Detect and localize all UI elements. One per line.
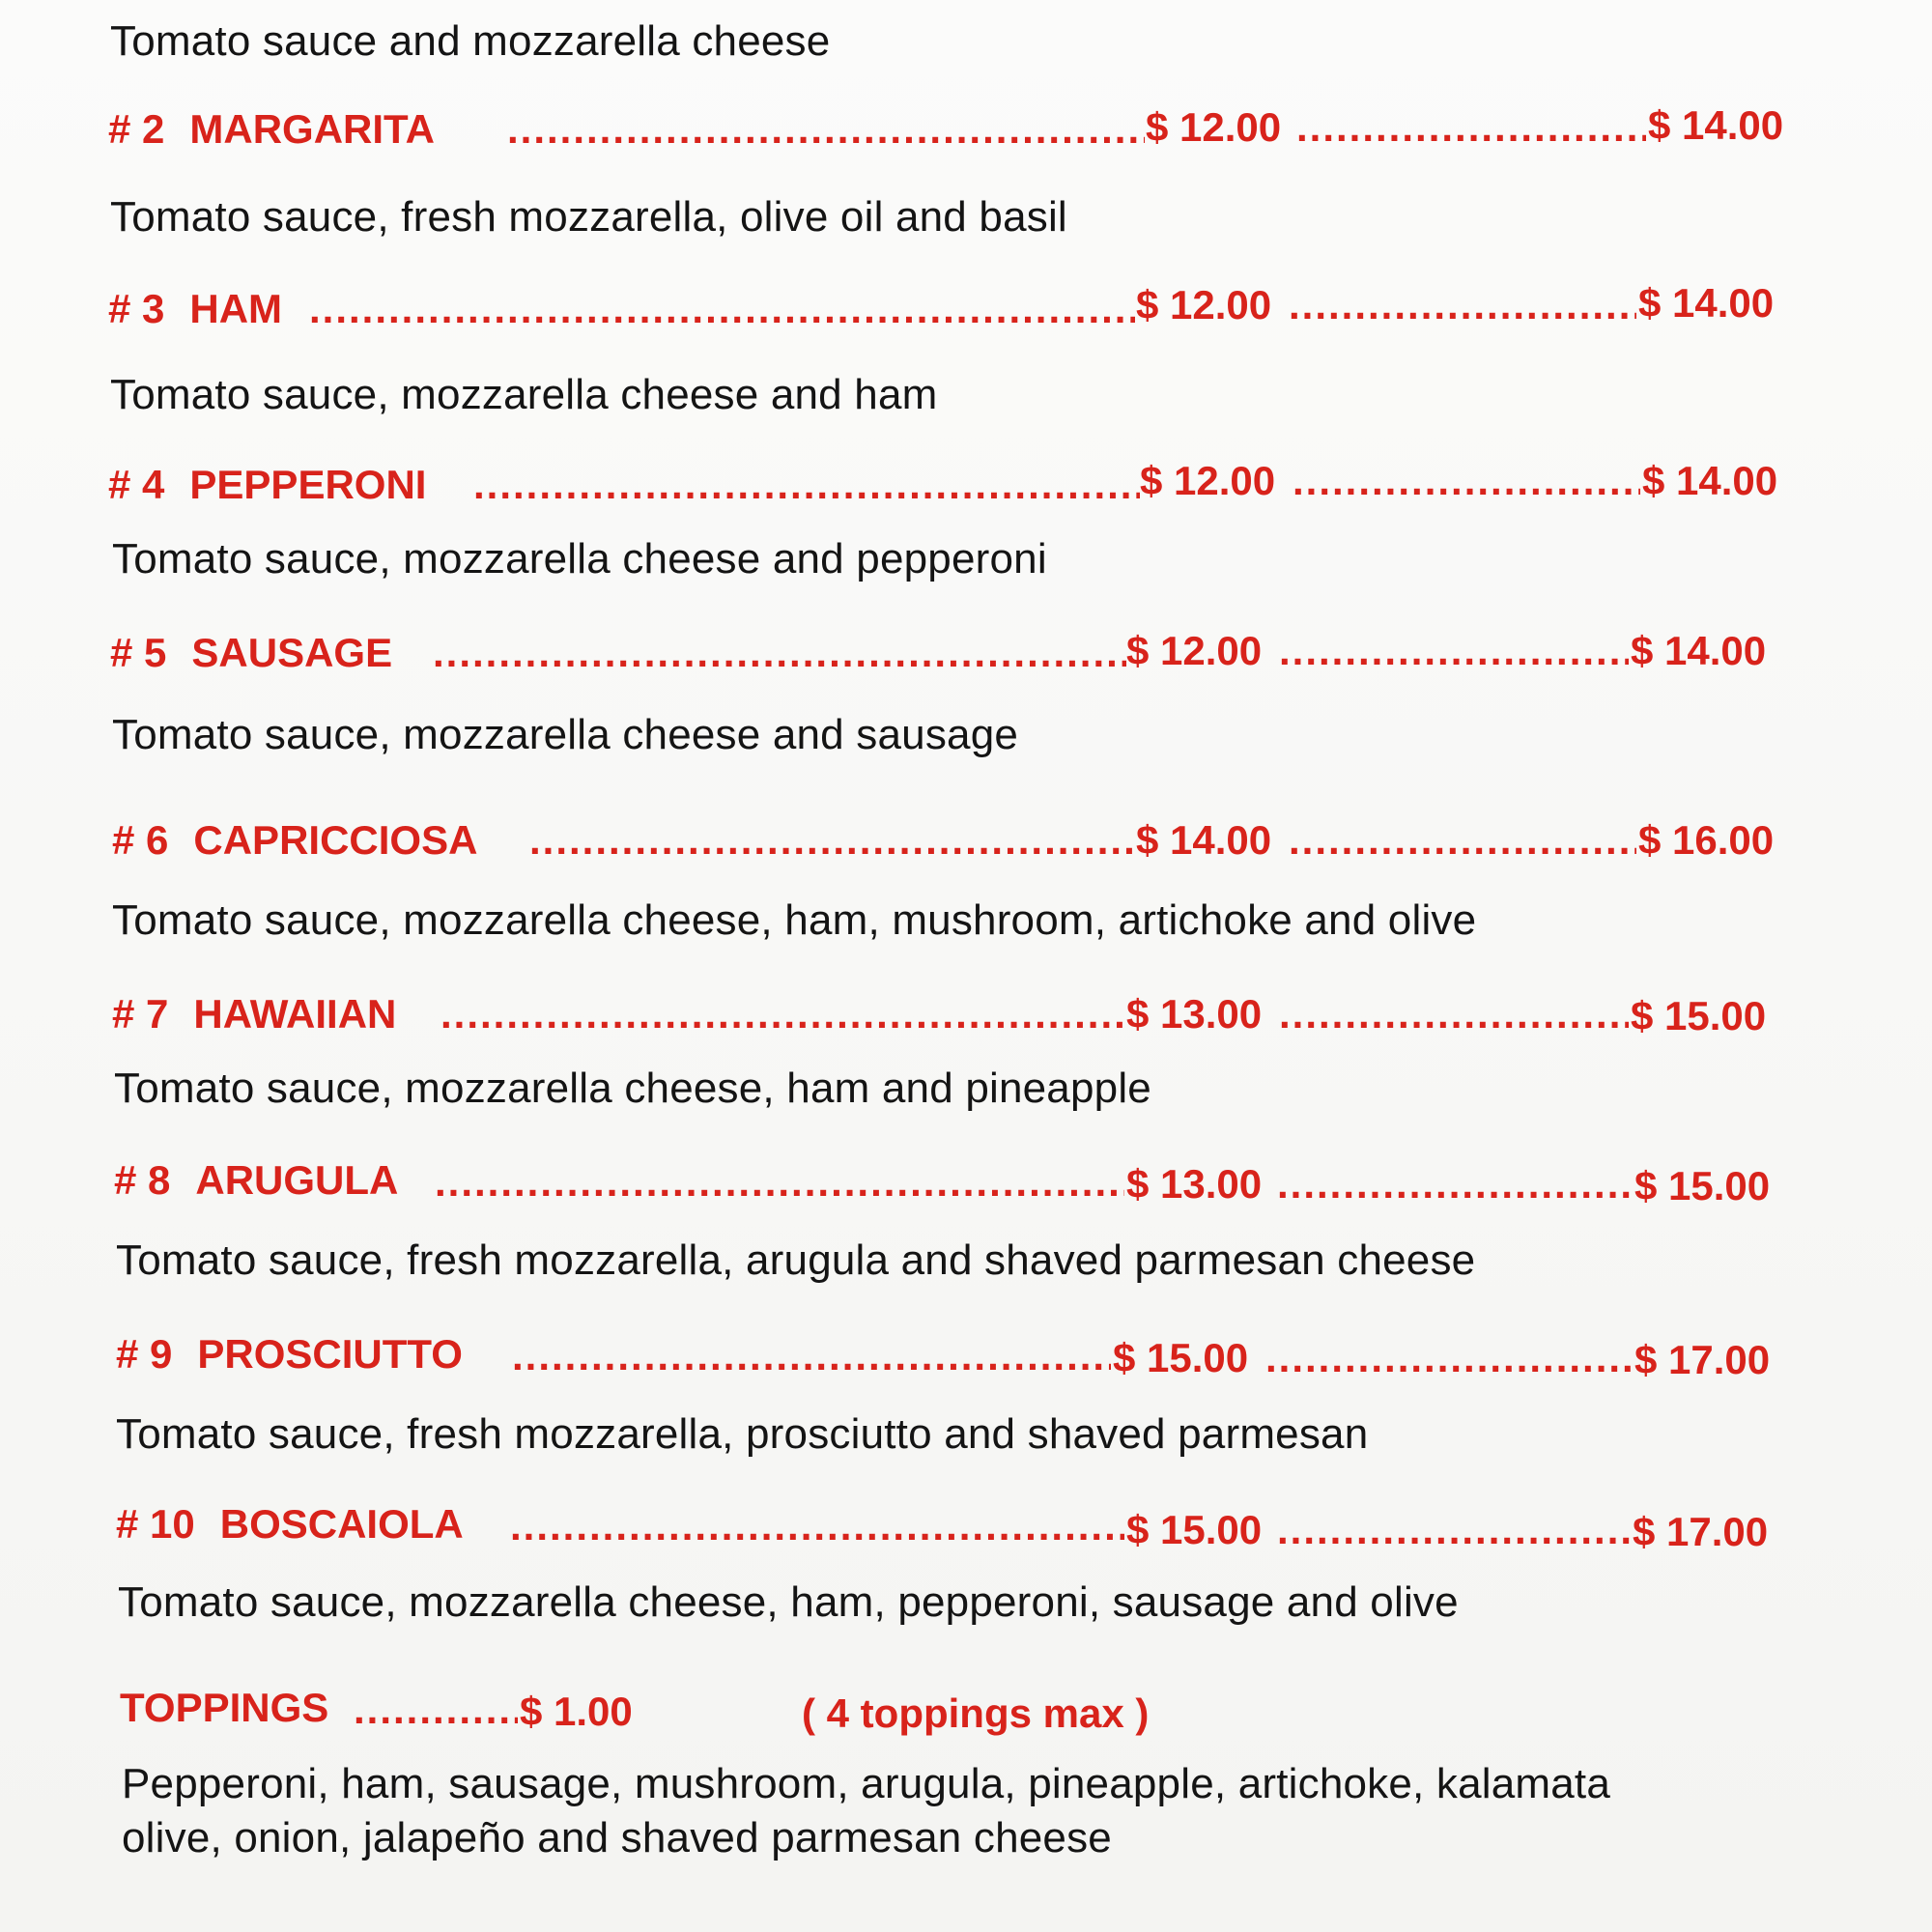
price-small: $ 13.00	[1126, 991, 1263, 1037]
toppings-price: $ 1.00	[520, 1689, 633, 1734]
item-name: MARGARITA	[189, 106, 435, 152]
item-number: # 2	[108, 106, 165, 152]
price-small: $ 15.00	[1113, 1335, 1249, 1380]
pizza-description: Tomato sauce, fresh mozzarella, arugula and shaved parmesan cheese	[116, 1236, 1476, 1284]
price-large: $ 15.00	[1631, 993, 1767, 1038]
pizza-item-boscaiola	[116, 1501, 464, 1548]
price-small: $ 12.00	[1146, 104, 1282, 150]
pizza-description: Tomato sauce, mozzarella cheese and pepperoni	[112, 535, 1047, 582]
price-small: $ 12.00	[1136, 282, 1272, 327]
dot-leader	[507, 106, 1145, 153]
price-small: $ 15.00	[1126, 1507, 1263, 1552]
price-large: $ 14.00	[1638, 280, 1775, 326]
dot-leader	[309, 286, 1135, 332]
pizza-description: Tomato sauce, mozzarella cheese and sausage	[112, 711, 1019, 758]
item-number: # 4	[108, 462, 165, 507]
pizza-item-arugula	[114, 1157, 398, 1204]
dot-leader	[510, 1503, 1124, 1549]
dot-leader	[440, 991, 1126, 1037]
item-number: # 5	[110, 630, 167, 675]
pizza-1-description: Tomato sauce and mozzarella cheese	[110, 17, 831, 65]
price-large: $ 14.00	[1642, 458, 1778, 503]
pizza-item-hawaiian	[112, 991, 396, 1037]
dot-leader	[1293, 458, 1640, 504]
dot-leader	[354, 1687, 518, 1733]
price-small: $ 14.00	[1136, 817, 1272, 863]
pizza-item-ham	[108, 286, 282, 332]
pizza-description: Tomato sauce, mozzarella cheese, ham, mushroom, artichoke and olive	[112, 896, 1477, 944]
price-small: $ 12.00	[1126, 628, 1263, 673]
pizza-description: Tomato sauce, mozzarella cheese and ham	[110, 371, 938, 418]
price-large: $ 17.00	[1633, 1509, 1769, 1554]
price-large: $ 14.00	[1648, 102, 1784, 148]
dot-leader	[512, 1333, 1111, 1379]
item-name: PEPPERONI	[189, 462, 427, 507]
item-name: PROSCIUTTO	[197, 1331, 463, 1377]
pizza-item-margarita	[108, 106, 435, 153]
toppings-limit-note: ( 4 toppings max )	[802, 1690, 1150, 1736]
dot-leader	[1279, 991, 1629, 1037]
dot-leader	[435, 1159, 1124, 1206]
item-number: # 10	[116, 1501, 195, 1547]
toppings-list-line-2: olive, onion, jalapeño and shaved parmesan cheese	[122, 1814, 1112, 1861]
price-large: $ 14.00	[1631, 628, 1767, 673]
pizza-item-pepperoni	[108, 462, 426, 508]
pizza-description: Tomato sauce, mozzarella cheese, ham, pepperoni, sausage and olive	[118, 1578, 1459, 1626]
item-number: # 3	[108, 286, 165, 331]
dot-leader	[1289, 282, 1636, 328]
dot-leader	[1277, 1161, 1633, 1208]
price-large: $ 16.00	[1638, 817, 1775, 863]
item-number: # 7	[112, 991, 169, 1037]
price-large: $ 15.00	[1634, 1163, 1771, 1208]
price-small: $ 12.00	[1140, 458, 1276, 503]
item-name: ARUGULA	[195, 1157, 399, 1203]
dot-leader	[433, 630, 1126, 676]
item-number: # 6	[112, 817, 169, 863]
pizza-item-sausage	[110, 630, 392, 676]
item-number: # 9	[116, 1331, 173, 1377]
pizza-description: Tomato sauce, mozzarella cheese, ham and pineapple	[114, 1065, 1151, 1112]
dot-leader	[1289, 817, 1636, 864]
pizza-description: Tomato sauce, fresh mozzarella, olive oil and basil	[110, 193, 1067, 241]
price-small: $ 13.00	[1126, 1161, 1263, 1207]
item-name: HAM	[189, 286, 283, 331]
dot-leader	[1265, 1335, 1633, 1381]
dot-leader	[1279, 628, 1629, 674]
dot-leader	[473, 462, 1140, 508]
dot-leader	[529, 817, 1134, 864]
item-name: HAWAIIAN	[193, 991, 397, 1037]
item-name: CAPRICCIOSA	[193, 817, 478, 863]
item-name: SAUSAGE	[191, 630, 393, 675]
item-number: # 8	[114, 1157, 171, 1203]
price-large: $ 17.00	[1634, 1337, 1771, 1382]
pizza-item-prosciutto	[116, 1331, 463, 1378]
dot-leader	[1277, 1507, 1631, 1553]
dot-leader	[1296, 104, 1646, 151]
toppings-list-line-1: Pepperoni, ham, sausage, mushroom, arugula, pineapple, artichoke, kalamata	[122, 1760, 1611, 1807]
toppings-label: TOPPINGS	[120, 1685, 329, 1730]
item-name: BOSCAIOLA	[219, 1501, 464, 1547]
pizza-description: Tomato sauce, fresh mozzarella, prosciutto and shaved parmesan	[116, 1410, 1369, 1458]
pizza-item-capricciosa	[112, 817, 477, 864]
